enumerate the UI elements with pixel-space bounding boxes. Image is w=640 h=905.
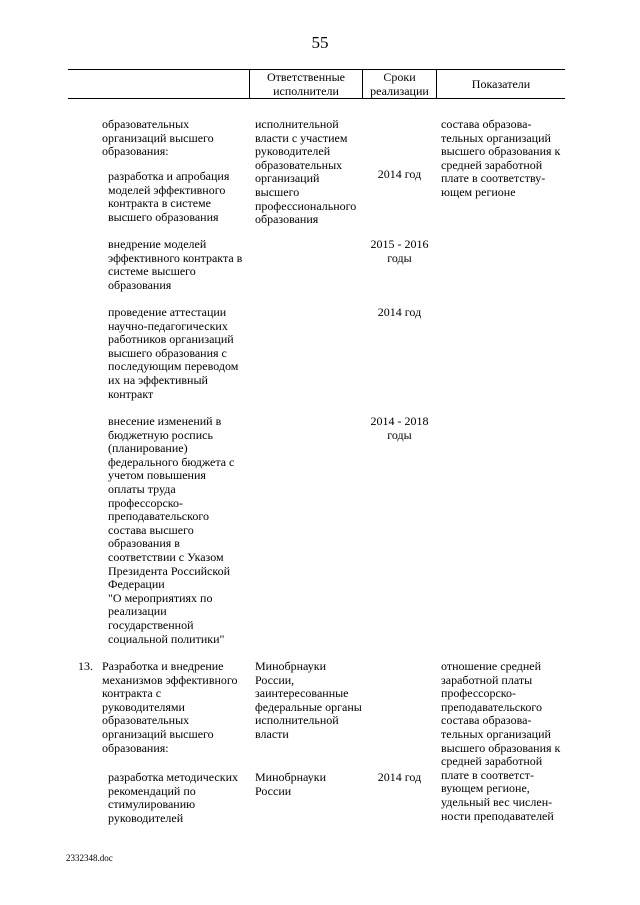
page-number: 55 — [311, 33, 329, 52]
section1-responsible: исполнительной власти с участием руководителей образовательных организаций высшего профессионального образования — [255, 117, 357, 227]
section1-item-4-text: внесение изменений в бюджетную роспись (планирование) федерального бюджета с учетом повышения оплаты труда профессорско- преподавательского состава высшего образования в соответствии с Указом Президента Российской Федерации "О мероприятиях по реализации государственной социальной политики" — [108, 414, 235, 646]
row13-item-1-text: разработка методических рекомендаций по стимулированию руководителей — [108, 770, 238, 825]
section1-item-3-term: 2014 год — [377, 305, 422, 319]
header-responsible: Ответственные исполнители — [267, 70, 345, 98]
row13-item-1-term: 2014 год — [377, 770, 422, 784]
row13-indicator: отношение средней заработной платы профессорско- преподавательского состава образова- тельных организаций высшего образования к средней заработной плате в соответст- вующем регионе, удельный вес числен- ности преподавателей — [441, 659, 561, 823]
section1-item-3-text: проведение аттестации научно-педагогических работников организаций высшего образования с последующим переводом их на эффективный контракт — [108, 305, 239, 401]
footer-filename: 2332348.doc — [66, 853, 113, 863]
section1-item-1-text: разработка и апробация моделей эффективного контракта в системе высшего образования — [108, 169, 230, 224]
section1-intro: образовательных организаций высшего образования: — [102, 117, 214, 159]
header-indicators: Показатели — [471, 77, 531, 91]
row13-number: 13. — [78, 659, 93, 673]
row13-title: Разработка и внедрение механизмов эффективного контракта с руководителями образовательных организаций высшего образования: — [102, 659, 238, 755]
row13-item-1-responsible: Минобрнауки России — [255, 770, 327, 798]
header-terms: Сроки реализации — [370, 70, 429, 98]
section1-indicator: состава образова- тельных организаций высшего образования к средней заработной плате в соответству- ющем регионе — [441, 117, 561, 199]
section1-item-2-text: внедрение моделей эффективного контракта в системе высшего образования — [108, 237, 243, 292]
section1-item-4-term: 2014 - 2018 годы — [370, 414, 429, 442]
section1-item-2-term: 2015 - 2016 годы — [370, 237, 429, 265]
section1-item-1-term: 2014 год — [377, 167, 422, 181]
row13-responsible: Минобрнауки России, заинтересованные федеральные органы исполнительной власти — [255, 659, 362, 741]
